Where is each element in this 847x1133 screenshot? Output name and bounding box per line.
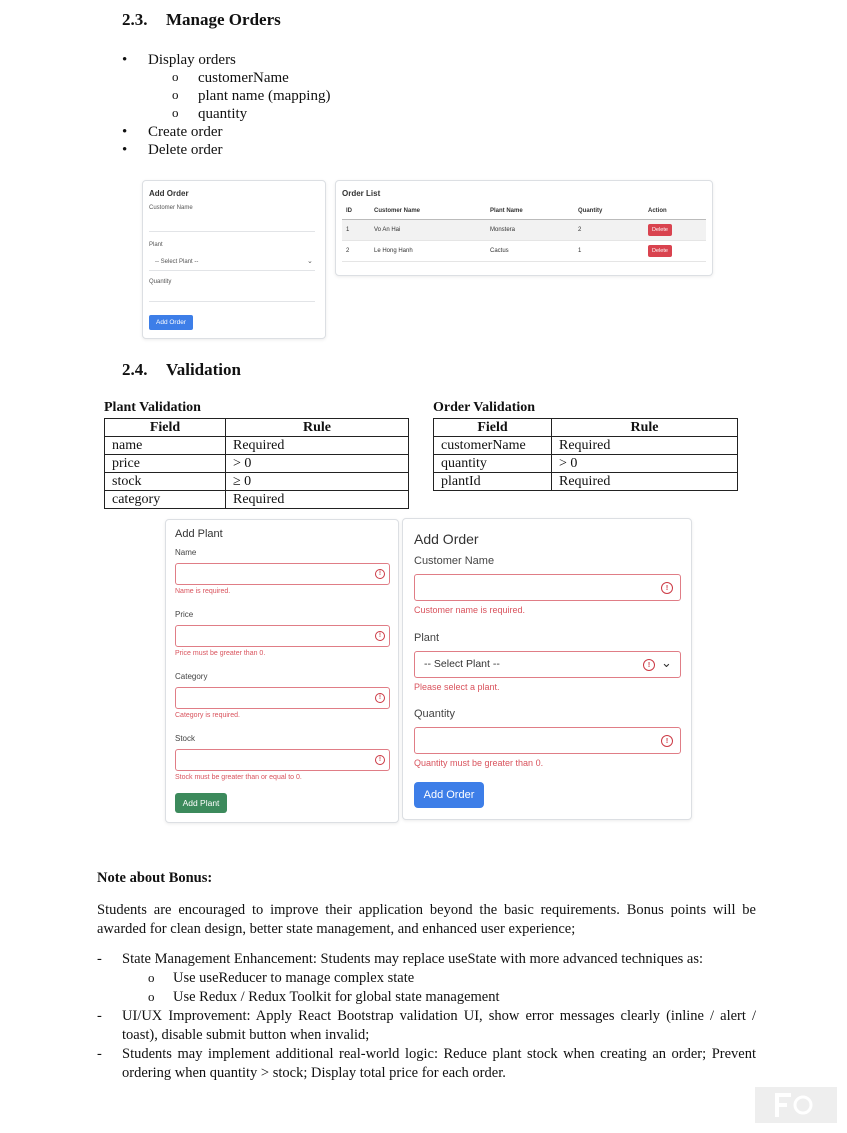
- section-heading-manage-orders: [122, 10, 281, 30]
- quantity-error: Quantity must be greater than 0.: [414, 758, 544, 768]
- table-cell: 2: [574, 220, 644, 241]
- table-cell: 1: [574, 241, 644, 262]
- column-header: Field: [105, 419, 226, 437]
- table-cell: Required: [226, 491, 409, 509]
- add-order-button[interactable]: Add Order: [149, 315, 193, 330]
- stock-input[interactable]: [175, 749, 390, 771]
- customer-name-label: Customer Name: [149, 205, 193, 211]
- card-title: Add Order: [414, 531, 479, 547]
- list-item: - UI/UX Improvement: Apply React Bootstrap validation UI, show error messages clearly (inline / alert / toast), disable submit button when invalid;: [97, 1007, 756, 1045]
- table-row: [105, 491, 409, 509]
- error-icon: !: [661, 582, 673, 594]
- table-header-row: [105, 419, 409, 437]
- table-cell: category: [105, 491, 226, 509]
- watermark-logo: [755, 1087, 837, 1123]
- table-cell: plantId: [434, 473, 552, 491]
- section-title: Validation: [166, 360, 241, 379]
- column-header: Rule: [226, 419, 409, 437]
- bonus-intro: Students are encouraged to improve their application beyond the basic requirements. Bonus points will be awarded for clean design, better state management, and enhanced user experience;: [97, 902, 756, 937]
- card-title: Add Order: [149, 189, 189, 198]
- table-cell: 2: [342, 241, 370, 262]
- customer-name-label: Customer Name: [414, 555, 495, 567]
- order-validation-table: [433, 418, 738, 491]
- list-subitem: o Use useReducer to manage complex state: [97, 969, 756, 988]
- table-cell: Required: [226, 437, 409, 455]
- table-cell: Cactus: [486, 241, 574, 262]
- table-row: [434, 437, 738, 455]
- quantity-input[interactable]: [414, 727, 681, 754]
- table-cell: Le Hong Hanh: [370, 241, 486, 262]
- plant-select[interactable]: [149, 254, 315, 271]
- list-subitem: o quantity: [122, 105, 522, 123]
- table-cell: [644, 241, 706, 262]
- table-row: [434, 473, 738, 491]
- table-header-row: [434, 419, 738, 437]
- price-input[interactable]: [175, 625, 390, 647]
- table-row: [105, 437, 409, 455]
- plant-validation-title: Plant Validation: [104, 400, 201, 415]
- section-heading-validation: [122, 360, 241, 380]
- name-label: Name: [175, 548, 197, 557]
- table-cell: ≥ 0: [226, 473, 409, 491]
- column-header: ID: [342, 203, 370, 220]
- table-cell: customerName: [434, 437, 552, 455]
- section-number: 2.3.: [122, 10, 148, 29]
- bonus-heading: Note about Bonus:: [97, 870, 213, 886]
- watermark-logo-graphic: [755, 1087, 837, 1123]
- plant-validation-table: [104, 418, 409, 509]
- list-item: • Create order: [122, 123, 522, 141]
- error-icon: !: [375, 569, 385, 579]
- quantity-input[interactable]: [149, 289, 315, 302]
- add-plant-button[interactable]: Add Plant: [175, 793, 227, 813]
- table-cell: Required: [552, 473, 738, 491]
- column-header: Customer Name: [370, 203, 486, 220]
- category-label: Category: [175, 672, 208, 681]
- plant-error: Please select a plant.: [414, 682, 500, 692]
- list-subitem: o Use Redux / Redux Toolkit for global state management: [97, 988, 756, 1007]
- stock-error: Stock must be greater than or equal to 0.: [175, 774, 302, 781]
- add-plant-error-card: [165, 519, 399, 823]
- customer-name-error: Customer name is required.: [414, 605, 526, 615]
- error-icon: !: [643, 659, 655, 671]
- section-number: 2.4.: [122, 360, 148, 379]
- table-row: [434, 455, 738, 473]
- plant-label: Plant: [149, 242, 163, 248]
- table-cell: price: [105, 455, 226, 473]
- delete-button[interactable]: Delete: [648, 245, 672, 257]
- table-row: [105, 455, 409, 473]
- table-row: [342, 220, 706, 241]
- column-header: Action: [644, 203, 706, 220]
- list-item: • Display orders: [122, 51, 522, 69]
- plant-select-value: -- Select Plant --: [424, 658, 500, 670]
- plant-select[interactable]: [414, 651, 681, 678]
- bonus-list: [97, 950, 756, 1083]
- add-order-card: [142, 180, 326, 339]
- list-subitem: o plant name (mapping): [122, 87, 522, 105]
- quantity-label: Quantity: [149, 279, 172, 285]
- table-cell: Monstera: [486, 220, 574, 241]
- table-cell: Required: [552, 437, 738, 455]
- table-cell: Vo An Hai: [370, 220, 486, 241]
- list-item: - State Management Enhancement: Students may replace useState with more advanced techniques as:: [97, 950, 756, 969]
- delete-button[interactable]: Delete: [648, 224, 672, 236]
- error-icon: !: [661, 735, 673, 747]
- column-header: Field: [434, 419, 552, 437]
- error-icon: !: [375, 693, 385, 703]
- category-error: Category is required.: [175, 712, 240, 719]
- table-cell: > 0: [226, 455, 409, 473]
- order-list-card: [335, 180, 713, 276]
- name-error: Name is required.: [175, 588, 231, 595]
- column-header: Quantity: [574, 203, 644, 220]
- chevron-down-icon: ⌄: [307, 258, 313, 265]
- table-row: [105, 473, 409, 491]
- category-input[interactable]: [175, 687, 390, 709]
- quantity-label: Quantity: [414, 708, 455, 720]
- card-title: Add Plant: [175, 528, 223, 540]
- list-subitem: o customerName: [122, 69, 522, 87]
- table-cell: stock: [105, 473, 226, 491]
- list-item: - Students may implement additional real-world logic: Reduce plant stock when creating an order; Prevent ordering when quantity > stock; Display total price for each order.: [97, 1045, 756, 1083]
- customer-name-input[interactable]: [414, 574, 681, 601]
- plant-select-value: -- Select Plant --: [155, 259, 199, 265]
- table-cell: name: [105, 437, 226, 455]
- table-row: [342, 241, 706, 262]
- stock-label: Stock: [175, 734, 196, 743]
- section-title: Manage Orders: [166, 10, 281, 29]
- add-order-button[interactable]: Add Order: [414, 782, 484, 808]
- order-validation-title: Order Validation: [433, 400, 536, 415]
- add-order-error-card: [402, 518, 692, 820]
- price-error: Price must be greater than 0.: [175, 650, 266, 657]
- error-icon: !: [375, 755, 385, 765]
- list-item: • Delete order: [122, 141, 522, 159]
- order-table: [342, 203, 706, 262]
- table-cell: 1: [342, 220, 370, 241]
- column-header: Rule: [552, 419, 738, 437]
- column-header: Plant Name: [486, 203, 574, 220]
- table-header-row: [342, 203, 706, 220]
- customer-name-input[interactable]: [149, 217, 315, 232]
- manage-orders-list: [122, 51, 522, 159]
- card-title: Order List: [342, 189, 381, 198]
- error-icon: !: [375, 631, 385, 641]
- price-label: Price: [175, 610, 194, 619]
- chevron-down-icon: ⌄: [661, 655, 672, 670]
- table-cell: [644, 220, 706, 241]
- plant-label: Plant: [414, 632, 440, 644]
- table-cell: > 0: [552, 455, 738, 473]
- name-input[interactable]: [175, 563, 390, 585]
- table-cell: quantity: [434, 455, 552, 473]
